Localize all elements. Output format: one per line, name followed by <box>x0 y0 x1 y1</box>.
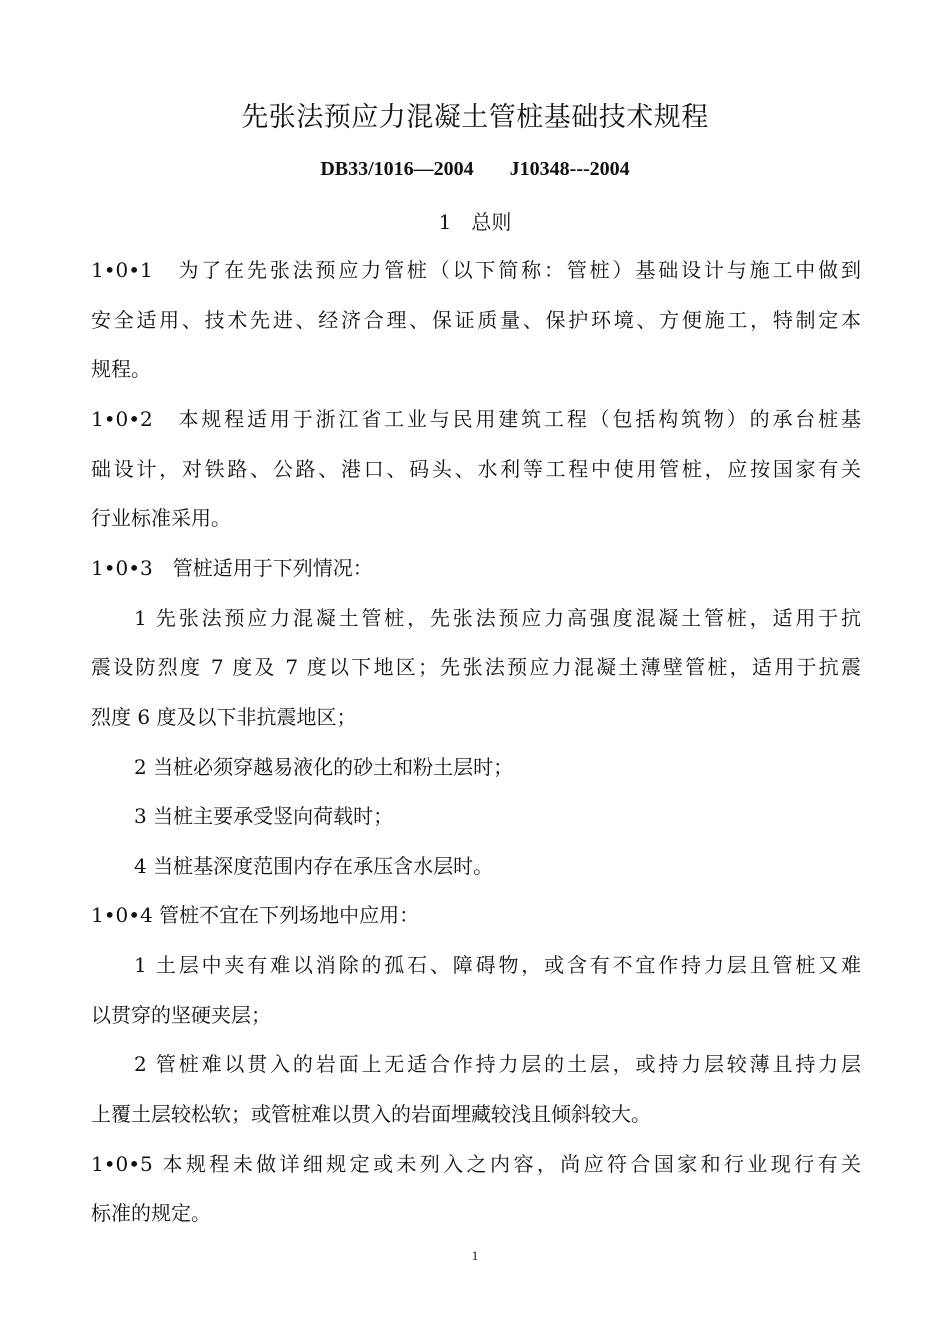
standard-number: DB33/1016—2004 <box>320 158 474 180</box>
text-line: 础设计，对铁路、公路、港口、码头、水利等工程中使用管桩，应按国家有关 <box>91 457 861 481</box>
text-line: 行业标准采用。 <box>91 506 231 530</box>
text-line: 安全适用、技术先进、经济合理、保证质量、保护环境、方便施工，特制定本 <box>91 308 861 332</box>
chapter-number: 1 <box>438 210 452 234</box>
chapter-heading <box>0 206 950 235</box>
text-line: 规程。 <box>91 357 151 381</box>
text-line: 1 先张法预应力混凝土管桩，先张法预应力高强度混凝土管桩，适用于抗 <box>134 606 861 630</box>
text-line: 1•0•3 管桩适用于下列情况： <box>91 556 373 580</box>
text-line: 上覆土层较松软；或管桩难以贯入的岩面埋藏较浅且倾斜较大。 <box>91 1102 651 1126</box>
page-number: 1 <box>471 1248 479 1263</box>
text-line: 烈度 6 度及以下非抗震地区； <box>91 705 357 729</box>
document-title: 先张法预应力混凝土管桩基础技术规程 <box>241 102 709 133</box>
text-line: 以贯穿的坚硬夹层； <box>91 1003 271 1027</box>
text-line: 4 当桩基深度范围内存在承压含水层时。 <box>134 854 494 878</box>
text-line: 1•0•4 管桩不宜在下列场地中应用： <box>91 903 420 927</box>
text-line: 3 当桩主要承受竖向荷载时； <box>134 804 394 828</box>
standard-codes <box>0 158 950 181</box>
text-line: 标准的规定。 <box>91 1201 211 1225</box>
text-line: 2 管桩难以贯入的岩面上无适合作持力层的土层，或持力层较薄且持力层 <box>134 1052 861 1076</box>
text-line: 1•0•1 为了在先张法预应力管桩（以下简称：管桩）基础设计与施工中做到 <box>91 258 861 282</box>
chapter-title: 总则 <box>471 210 512 234</box>
record-number: J10348---2004 <box>509 158 630 180</box>
text-line: 1 土层中夹有难以消除的孤石、障碍物，或含有不宜作持力层且管桩又难 <box>134 953 861 977</box>
text-line: 1•0•2 本规程适用于浙江省工业与民用建筑工程（包括构筑物）的承台桩基 <box>91 407 861 431</box>
text-line: 震设防烈度 7 度及 7 度以下地区；先张法预应力混凝土薄壁管桩，适用于抗震 <box>91 655 861 679</box>
text-line: 1•0•5 本规程未做详细规定或未列入之内容，尚应符合国家和行业现行有关 <box>91 1152 861 1176</box>
text-line: 2 当桩必须穿越易液化的砂土和粉土层时； <box>134 755 514 779</box>
